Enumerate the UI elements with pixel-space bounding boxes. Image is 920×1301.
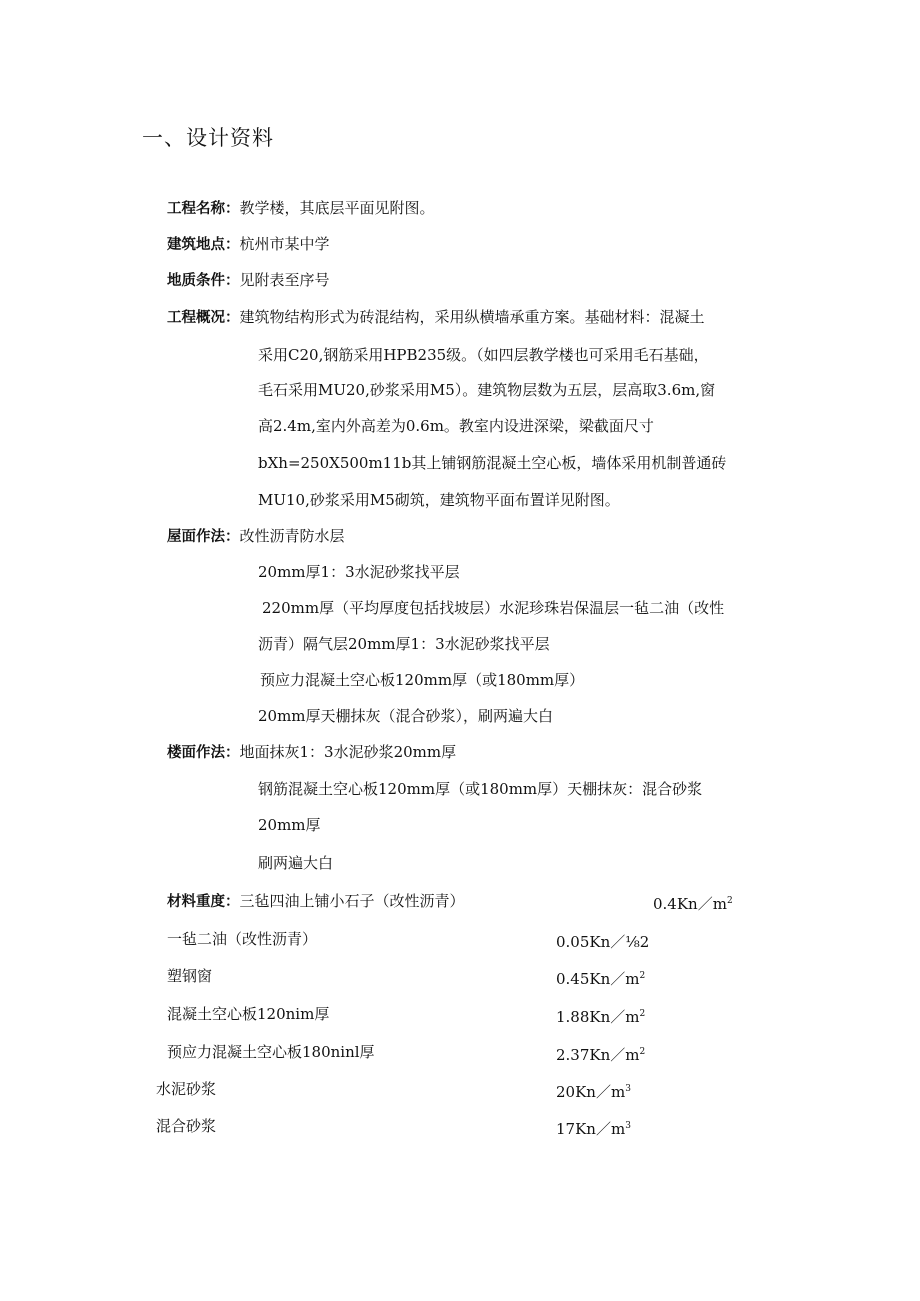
section-title: 一、设计资料	[142, 126, 274, 150]
overview-line: bXh=250X500m11b其上铺钢筋混凝土空心板，墙体采用机制普通砖	[258, 454, 727, 472]
geology-label: 地质条件：	[167, 273, 240, 289]
material-value: $2.37Kn/m^2$	[556, 1046, 646, 1064]
overview-label: 工程概况：	[167, 310, 240, 326]
overview-line: 建筑物结构形式为砖混结构，采用纵横墙承重方案。基础材料：混凝土	[239, 308, 705, 326]
project-name-value: 教学楼，其底层平面见附图。	[239, 199, 435, 217]
floor-line: 地面抹灰1：3水泥砂浆20mm厚	[239, 743, 457, 761]
floor-line: 20mm厚	[258, 816, 321, 834]
materials-row	[167, 891, 465, 912]
overview-row	[167, 307, 705, 328]
floor-line: 钢筋混凝土空心板120mm厚（或180mm厚）天棚抹灰：混合砂浆	[258, 780, 703, 798]
material-value: $17Kn/m^3$	[556, 1120, 631, 1138]
material-name: 三毡四油上铺小石子（改性沥青）	[239, 892, 465, 910]
roof-row	[167, 526, 345, 547]
geology-row	[167, 270, 330, 291]
overview-line: 采用C20,钢筋采用HPB235级。（如四层教学楼也可采用毛石基础，	[258, 346, 709, 364]
roof-line: 沥青）隔气层20mm厚1：3水泥砂浆找平层	[258, 635, 550, 653]
material-name: 混凝土空心板120nim厚	[167, 1005, 330, 1023]
material-name: 一毡二油（改性沥青）	[167, 930, 318, 948]
floor-label: 楼面作法：	[167, 745, 240, 761]
floor-row	[167, 742, 456, 763]
material-name: 预应力混凝土空心板180ninl厚	[167, 1043, 375, 1061]
overview-line: 毛石采用MU20,砂浆采用M5）。建筑物层数为五层，层高取3.6m,窗	[258, 381, 716, 399]
roof-line: 预应力混凝土空心板120mm厚（或180mm厚）	[260, 671, 585, 689]
floor-line: 刷两遍大白	[258, 854, 334, 872]
overview-line: 高2.4m,室内外高差为0.6m。教室内设进深梁，梁截面尺寸	[258, 417, 654, 435]
material-value: $0.4Kn/m^2$	[653, 895, 733, 913]
project-name-label: 工程名称：	[167, 201, 240, 217]
material-name: 水泥砂浆	[156, 1080, 217, 1098]
material-value: $0.45Kn/m^2$	[556, 970, 646, 988]
material-value: $20Kn/m^3$	[556, 1083, 631, 1101]
materials-label: 材料重度：	[167, 894, 240, 910]
project-name-row	[167, 198, 435, 219]
site-row	[167, 234, 330, 255]
roof-line: 220mm厚（平均厚度包括找坡层）水泥珍珠岩保温层一毡二油（改性	[262, 599, 725, 617]
roof-line: 20mm厚1：3水泥砂浆找平层	[258, 563, 460, 581]
geology-value: 见附表至序号	[239, 271, 330, 289]
material-value: 0.05Kn／⅛2	[556, 933, 650, 951]
roof-label: 屋面作法：	[167, 529, 240, 545]
site-label: 建筑地点：	[167, 237, 240, 253]
material-name: 塑钢窗	[167, 967, 213, 985]
material-value: $1.88Kn/m^2$	[556, 1008, 646, 1026]
site-value: 杭州市某中学	[239, 235, 330, 253]
roof-line: 改性沥青防水层	[239, 527, 345, 545]
overview-line: MU10,砂浆采用M5砌筑，建筑物平面布置详见附图。	[258, 491, 620, 509]
material-name: 混合砂浆	[156, 1117, 217, 1135]
roof-line: 20mm厚天棚抹灰（混合砂浆），刷两遍大白	[258, 707, 554, 725]
